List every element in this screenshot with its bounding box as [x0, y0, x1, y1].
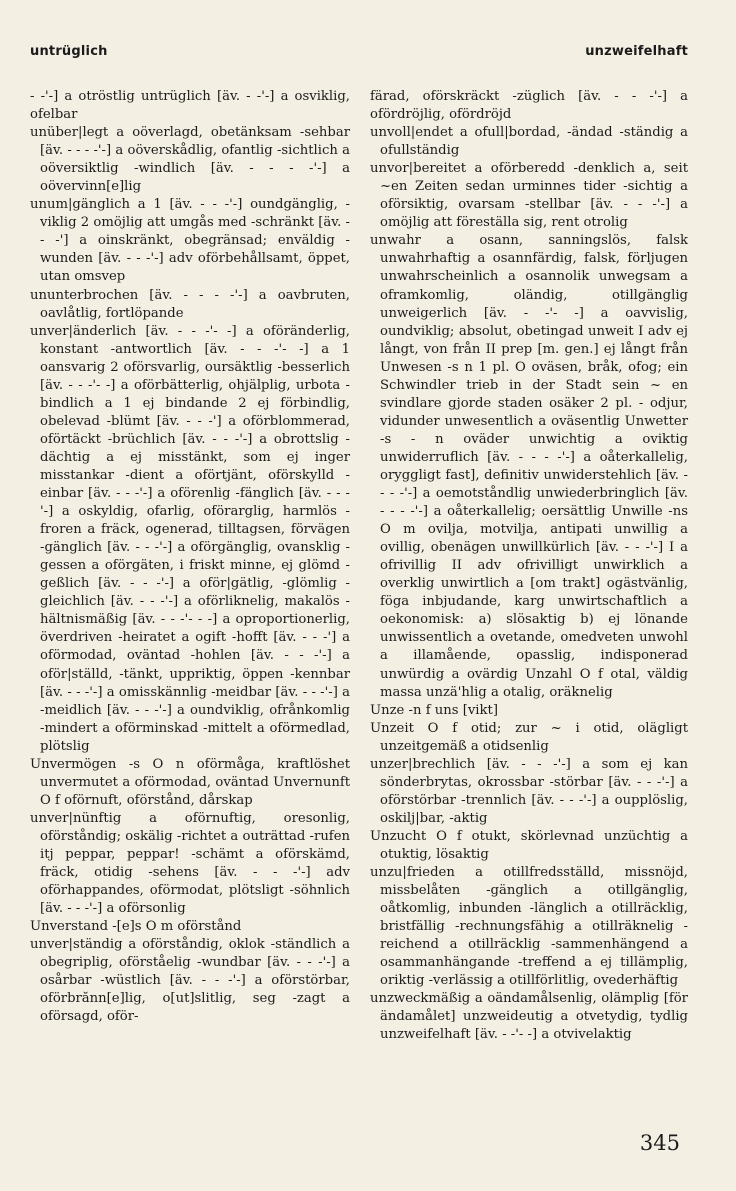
left-column — [30, 88, 350, 1026]
entry: Unvermögen -s O n oförmåga, kraftlöshet unvermutet a oförmodad, oväntad Unvernunft O f oförnuft, oförstånd, dårskap — [30, 756, 350, 808]
entry: unum|gänglich a 1 [äv. - - -'-] oundgänglig, -viklig 2 omöjlig att umgås med -schränkt [äv. - - -'] a oinskränkt, obegränsad; enväldig -wunden [äv. - - -'-] adv oförbehållsamt, öppet, utan omsvep — [30, 197, 350, 285]
entry: unvor|bereitet a oförberedd -denklich a, seit ~en Zeiten sedan urminnes tider -sichtig a oförsiktig, ovarsam -stellbar [äv. - - -'-] a omöjlig att föreställa sig, rent otrolig — [370, 161, 688, 231]
entry: unzer|brechlich [äv. - - -'-] a som ej kan sönderbrytas, okrossbar -störbar [äv. - - -'-] a oförstörbar -trennlich [äv. - - -'-] a oupplöslig, oskilj|bar, -aktig — [370, 756, 688, 826]
entry: unzu|frieden a otillfredsställd, missnöjd, missbelåten -gänglich a otillgänglig, oåtkomlig, inbunden -länglich a otillräcklig, bristfällig -rechnungsfähig a otillräknelig -reichend a otillräcklig -sammenhängend a osammanhängande -treffend a ej tillämplig, oriktig -verlässig a otillförlitlig, ovederhäftig — [370, 865, 688, 989]
entry: Unverstand -[e]s O m oförstånd — [30, 919, 242, 935]
entry: Unze -n f uns [vikt] — [370, 702, 498, 718]
entry: ununterbrochen [äv. - - - -'-] a oavbruten, oavlåtlig, fortlöpande — [30, 287, 350, 321]
entry: unvoll|endet a ofull|bordad, -ändad -ständig a ofullständig — [370, 125, 688, 159]
entry: unver|änderlich [äv. - - -'- -] a oföränderlig, konstant -antwortlich [äv. - - -'- -] a 1 oansvarig 2 oförsvarlig, oursäktlig -besserlich [äv. - - -'- -] a oförbätterlig, ohjälplig, urbota -bindlich a 1 ej bindande 2 ej förbindlig, obelevad -blümt [äv. - - -'] a oförblommerad, oförtäckt -brüchlich [äv. - - -'-] a obrottslig -dächtig a ej misstänkt, som ej inger misstankar -dient a oförtjänt, oförskylld -einbar [äv. - - -'-] a oförenlig -fänglich [äv. - - -'-] a oskyldig, ofarlig, oförarglig, harmlös -froren a fräck, ogenerad, tilltagsen, förvägen -gänglich [äv. - - -'-] a oförgänglig, ovansklig -gessen a oförgäten, i friskt minne, ej glömd -geßlich [äv. - - -'-] a oför|gätlig, -glömlig -gleichlich [äv. - - -'-] a oförliknelig, makalös -hältnismäßig [äv. - - -'- - -] a oproportionerlig, överdriven -heiratet a ogift -hofft [äv. - - -'] a oförmodad, oväntad -hohlen [äv. - - -'-] a oför|ställd, -tänkt, uppriktig, öppen -kennbar [äv. - - -'-] a omisskännlig -meidbar [äv. - - -'-] a -meidlich [äv. - - -'-] a oundviklig, ofrånkomlig -mindert a oförminskad -mittelt a oförmedlad, plötslig — [30, 323, 350, 754]
running-head-right: unzweifelhaft — [585, 44, 688, 59]
entry: unwahr a osann, sanningslös, falsk unwahrhaftig a osannfärdig, falsk, förljugen unwahrscheinlich a osannolik unwegsam a oframkomlig, oländig, otillgänglig unweigerlich [äv. - -'- -] a oavvislig, oundviklig; absolut, obetingad unweit I adv ej långt, von från II prep [m. gen.] ej långt från Unwesen -s n 1 pl. O oväsen, bråk, ofog; ein Schwindler trieb in der Stadt sein ~ en svindlare gjorde staden osäker 2 pl. - odjur, vidunder unwesentlich a oväsentlig Unwetter -s - n oväder unwichtig a oviktig unwiderruflich [äv. - - - -'-] a oåterkallelig, oryggligt fast], definitiv unwiderstehlich [äv. - - - -'-] a oemotståndlig unwiederbringlich [äv. - - - -'-] a oåterkallelig; oersättlig Unwille -ns O m ovilja, motvilja, antipati unwillig a ovillig, obenägen unwillkürlich [äv. - - -'-] I a ofrivillig II adv ofrivilligt unwirklich a overklig unwirtlich a [om trakt] ogästvänlig, föga inbjudande, karg unwirtschaftlich a oekonomisk: a) slösaktig b) ej lönande unwissentlich a ovetande, omedveten unwohl a illamående, opasslig, indisponerad unwürdig a ovärdig Unzahl O f otal, väldig massa unzä'hlig a otalig, oräknelig — [370, 233, 688, 700]
entry: unüber|legt a oöverlagd, obetänksam -sehbar [äv. - - - -'-] a oöverskådlig, ofantlig -sichtlich a oöversiktlig -windlich [äv. - - - -'-] a oövervinn[e]lig — [30, 125, 350, 195]
page-number: 345 — [639, 1131, 680, 1155]
running-head-left: untrüglich — [30, 44, 108, 59]
entry: - -'-] a otröstlig untrüglich [äv. - -'-] a osviklig, ofelbar — [30, 89, 350, 123]
entry: unver|nünftig a oförnuftig, oresonlig, oförståndig; oskälig -richtet a outrättad -rufen itj peppar, peppar! -schämt a oförskämd, fräck, otidig -sehens [äv. - - -'-] adv oförhappandes, oförmodat, plötsligt -söhnlich [äv. - - -'-] a oförsonlig — [30, 810, 350, 917]
entry: unzweckmäßig a oändamålsenlig, olämplig [för ändamålet] unzweideutig a otvetydig, tydlig unzweifelhaft [äv. - -'- -] a otvivelaktig — [370, 991, 688, 1043]
right-column — [370, 88, 688, 1044]
entry: Unzeit O f otid; zur ~ i otid, olägligt unzeitgemäß a otidsenlig — [370, 720, 688, 754]
entry: Unzucht O f otukt, skörlevnad unzüchtig a otuktig, lösaktig — [370, 828, 688, 862]
entry: unver|ständig a oförståndig, oklok -ständlich a obegriplig, oförståelig -wundbar [äv. - - -'-] a osårbar -wüstlich [äv. - - -'-] a oförstörbar, oförbrănn[e]lig, o[ut]slitlig, seg -zagt a oförsagd, oför- — [30, 937, 350, 1025]
entry: färad, oförskräckt -züglich [äv. - - -'-] a ofördröjlig, ofördröjd — [370, 89, 688, 123]
